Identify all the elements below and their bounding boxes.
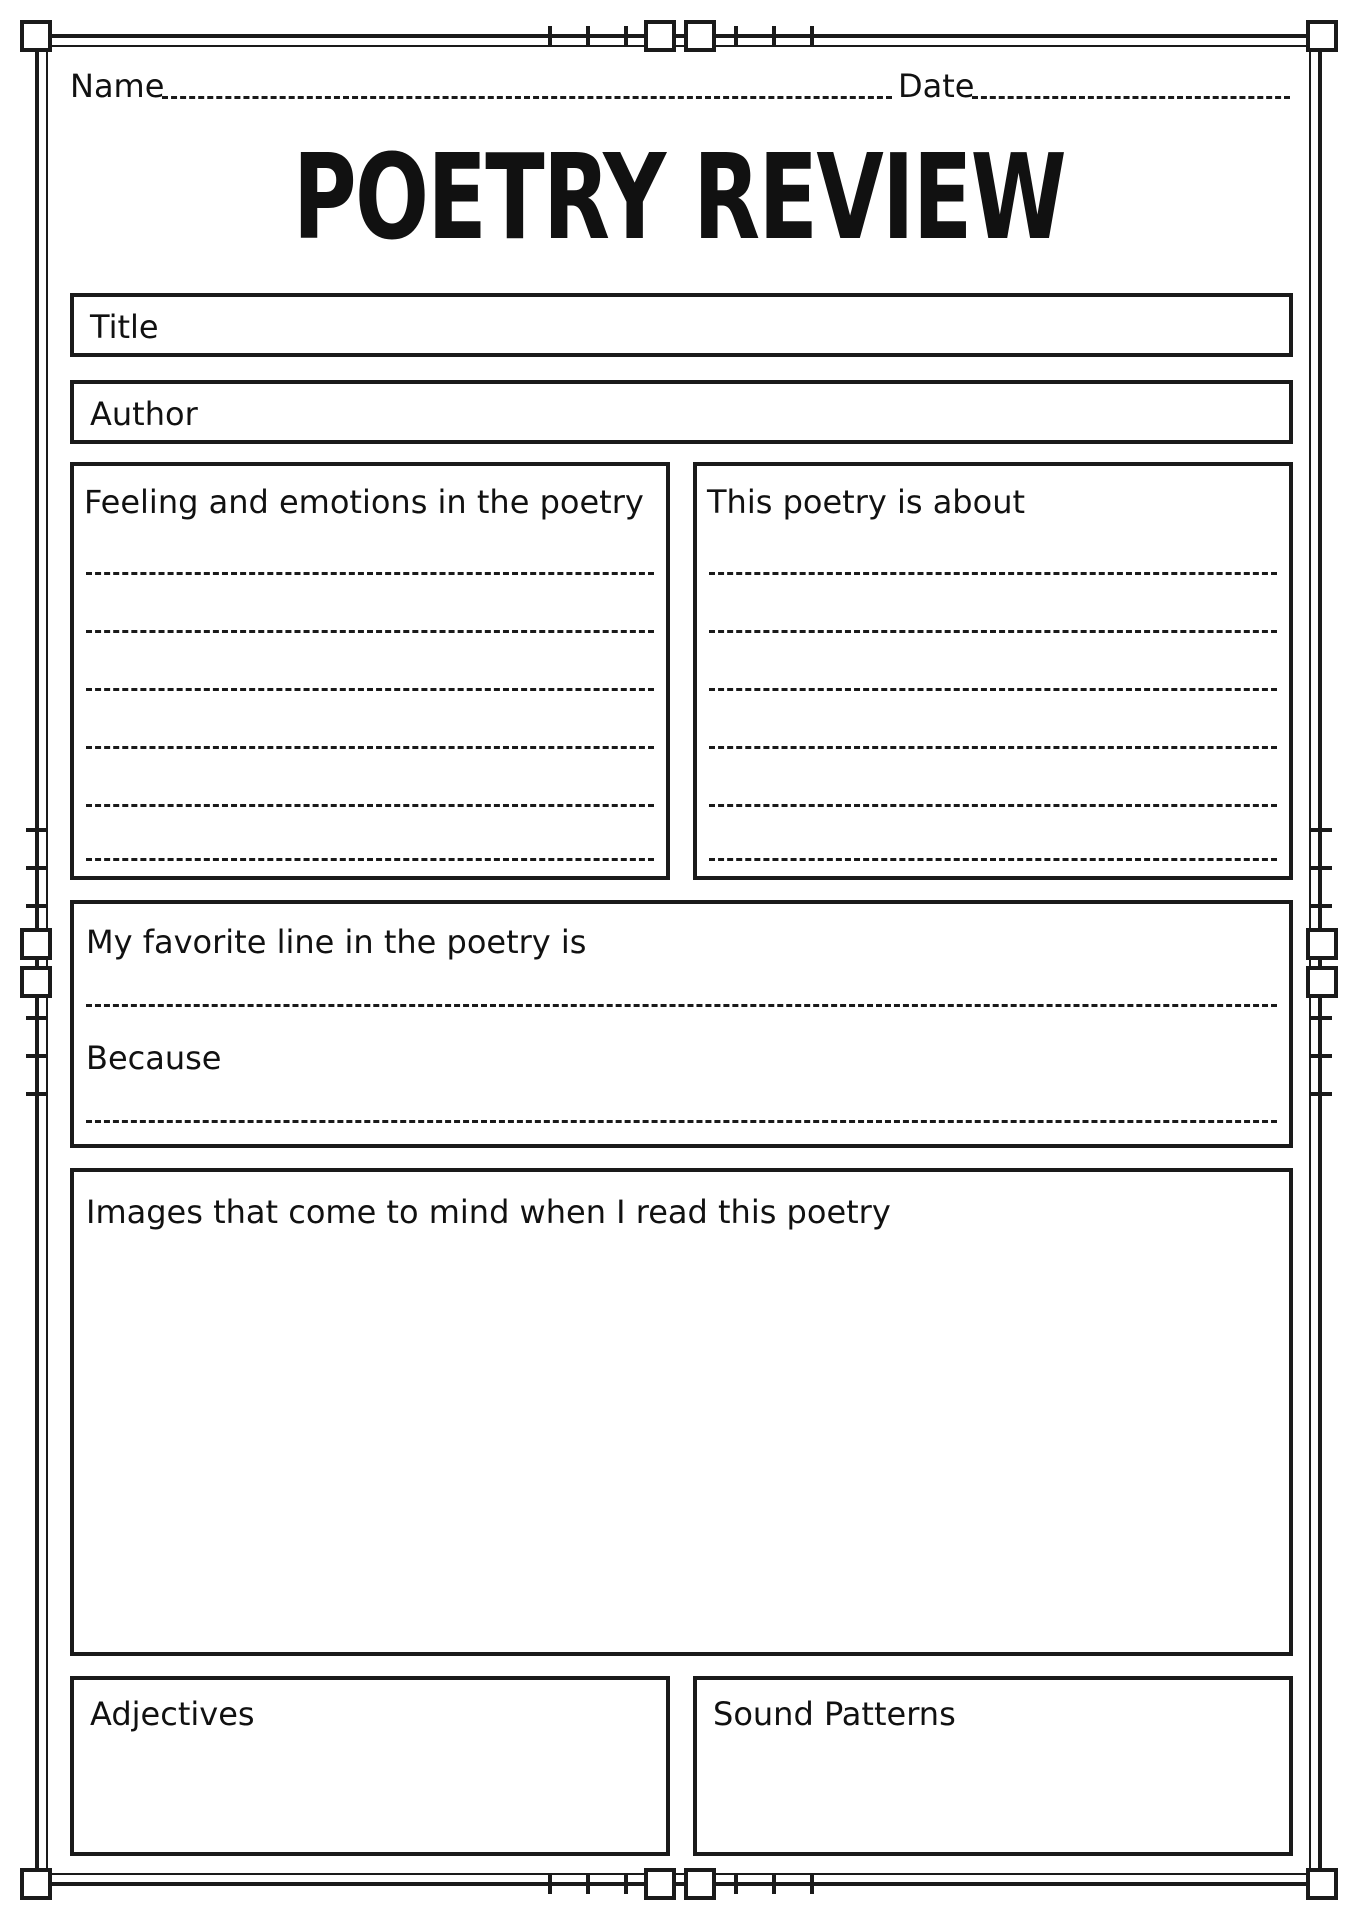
about-line[interactable]: [709, 746, 1277, 749]
page-title: POETRY REVIEW: [292, 128, 1066, 266]
feelings-line[interactable]: [86, 804, 654, 807]
adjectives-label: Adjectives: [90, 1695, 255, 1733]
about-line[interactable]: [709, 572, 1277, 575]
about-line[interactable]: [709, 858, 1277, 861]
feelings-line[interactable]: [86, 746, 654, 749]
feelings-line[interactable]: [86, 572, 654, 575]
feelings-line[interactable]: [86, 858, 654, 861]
favorite-line-blank[interactable]: [86, 1004, 1277, 1007]
because-blank[interactable]: [86, 1120, 1277, 1123]
sound-patterns-box[interactable]: [693, 1676, 1293, 1856]
author-field[interactable]: [70, 380, 1293, 444]
date-blank[interactable]: [972, 96, 1290, 99]
title-field[interactable]: [70, 293, 1293, 357]
favorite-line-box[interactable]: [70, 900, 1293, 1148]
because-label: Because: [86, 1039, 222, 1077]
adjectives-box[interactable]: [70, 1676, 670, 1856]
about-box[interactable]: [693, 462, 1293, 880]
title-field-label: Title: [90, 308, 159, 346]
about-line[interactable]: [709, 804, 1277, 807]
feelings-label: Feeling and emotions in the poetry: [84, 483, 644, 521]
name-label: Name: [70, 67, 165, 105]
name-blank[interactable]: [162, 96, 892, 99]
feelings-box[interactable]: [70, 462, 670, 880]
date-label: Date: [898, 67, 975, 105]
feelings-line[interactable]: [86, 688, 654, 691]
feelings-line[interactable]: [86, 630, 654, 633]
author-field-label: Author: [90, 395, 198, 433]
images-label: Images that come to mind when I read this poetry: [86, 1193, 891, 1231]
about-line[interactable]: [709, 688, 1277, 691]
favorite-line-label: My favorite line in the poetry is: [86, 923, 587, 961]
about-line[interactable]: [709, 630, 1277, 633]
images-box[interactable]: [70, 1168, 1293, 1656]
about-label: This poetry is about: [707, 483, 1026, 521]
sound-patterns-label: Sound Patterns: [713, 1695, 956, 1733]
